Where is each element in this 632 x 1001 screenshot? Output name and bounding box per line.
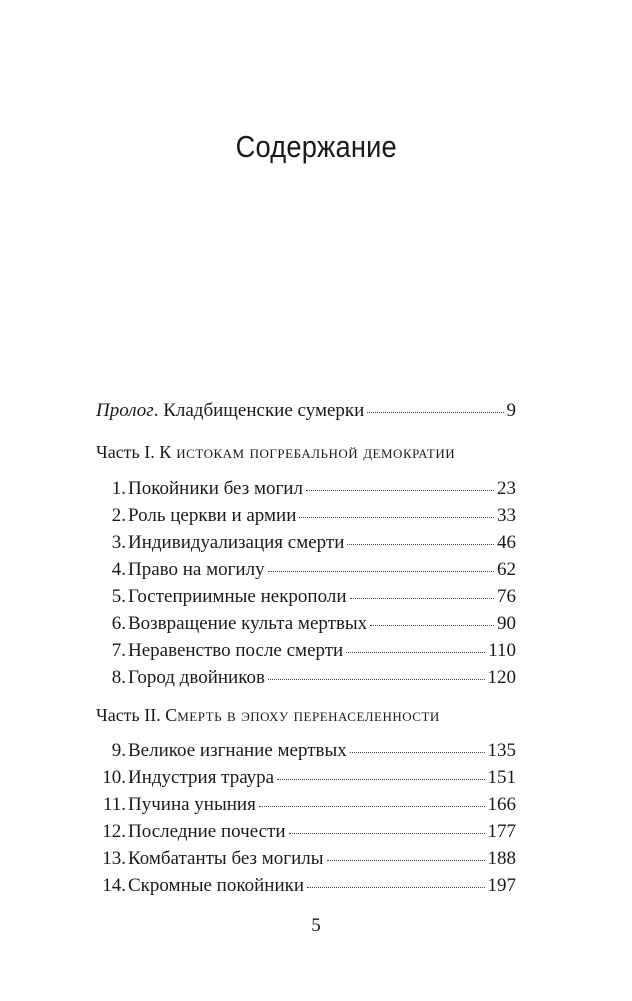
chapter-number: 9. xyxy=(111,740,126,761)
prologue-title: Кладбищенские сумерки xyxy=(163,400,365,421)
toc-entry-chapter[interactable] xyxy=(96,848,516,872)
dot-leader xyxy=(277,778,484,780)
toc-entry-chapter[interactable] xyxy=(96,640,516,664)
part-label: Часть II. С xyxy=(96,705,178,725)
chapter-number: 3. xyxy=(111,532,126,553)
chapter-title: Неравенство после смерти xyxy=(128,640,344,661)
toc-entry-prologue[interactable] xyxy=(96,400,516,424)
toc-page-number: 76 xyxy=(497,586,516,607)
dot-leader xyxy=(370,624,494,626)
dot-leader xyxy=(350,597,495,599)
toc-page-number: 46 xyxy=(497,532,516,553)
dot-leader xyxy=(306,489,494,491)
chapter-title: Последние почести xyxy=(128,821,286,842)
chapter-number: 7. xyxy=(111,640,126,661)
chapter-title: Город двойников xyxy=(128,667,265,688)
toc-entry-chapter[interactable] xyxy=(96,667,516,691)
chapter-title: Комбатанты без могилы xyxy=(128,848,324,869)
dot-leader xyxy=(268,570,494,572)
prologue-separator: . xyxy=(153,400,164,421)
toc-entry-chapter[interactable] xyxy=(96,586,516,610)
toc-page-number: 9 xyxy=(506,400,516,421)
toc-page-number: 197 xyxy=(487,875,516,896)
chapter-number: 13. xyxy=(102,848,126,869)
dot-leader xyxy=(259,805,485,807)
part-title: истокам погребальной демократии xyxy=(171,442,456,462)
toc-page-number: 188 xyxy=(487,848,516,869)
dot-leader xyxy=(346,651,485,653)
dot-leader xyxy=(299,516,494,518)
dot-leader xyxy=(307,886,484,888)
part-title: мерть в эпоху перенаселенности xyxy=(177,705,440,725)
dot-leader xyxy=(268,678,485,680)
toc-entry-title xyxy=(96,400,364,422)
toc-entry-chapter[interactable] xyxy=(96,505,516,529)
chapter-number: 5. xyxy=(111,586,126,607)
chapter-number: 2. xyxy=(111,505,126,526)
toc-page-number: 120 xyxy=(487,667,516,688)
dot-leader xyxy=(367,411,503,413)
chapter-title: Индивидуализация смерти xyxy=(128,532,345,553)
toc-entry-chapter[interactable] xyxy=(96,875,516,899)
chapter-number: 6. xyxy=(111,613,126,634)
chapter-number: 12. xyxy=(102,821,126,842)
toc-page-number: 90 xyxy=(497,613,516,634)
toc-entry-chapter[interactable] xyxy=(96,767,516,791)
part-heading-1 xyxy=(96,442,516,463)
chapter-title: Скромные покойники xyxy=(128,875,305,896)
dot-leader xyxy=(327,859,485,861)
chapter-number: 1. xyxy=(111,478,126,499)
dot-leader xyxy=(347,543,494,545)
toc-page-number: 166 xyxy=(487,794,516,815)
chapter-title: Гостеприимные некрополи xyxy=(128,586,347,607)
toc-page-number: 33 xyxy=(497,505,516,526)
chapter-number: 11. xyxy=(102,794,126,815)
chapter-title: Роль церкви и армии xyxy=(128,505,297,526)
toc-page-number: 135 xyxy=(487,740,516,761)
toc-entry-chapter[interactable] xyxy=(96,740,516,764)
chapter-number: 8. xyxy=(111,667,126,688)
toc-page-number: 23 xyxy=(497,478,516,499)
toc-entry-chapter[interactable] xyxy=(96,532,516,556)
chapter-number: 14. xyxy=(102,875,126,896)
toc-entry-chapter[interactable] xyxy=(96,559,516,583)
chapter-title: Покойники без могил xyxy=(128,478,303,499)
chapter-title: Право на могилу xyxy=(128,559,265,580)
chapter-title: Великое изгнание мертвых xyxy=(128,740,347,761)
toc-page-number: 177 xyxy=(487,821,516,842)
dot-leader xyxy=(350,751,485,753)
toc-entry-chapter[interactable] xyxy=(96,794,516,818)
dot-leader xyxy=(289,832,485,834)
chapter-number: 4. xyxy=(111,559,126,580)
chapter-title: Индустрия траура xyxy=(128,767,275,788)
toc-page-number: 151 xyxy=(487,767,516,788)
toc-page-number: 110 xyxy=(488,640,516,661)
page-number-footer: 5 xyxy=(311,915,321,936)
toc-entry-chapter[interactable] xyxy=(96,613,516,637)
part-label: Часть I. К xyxy=(96,442,172,462)
prologue-label: Пролог xyxy=(96,400,154,421)
part-heading-2 xyxy=(96,705,516,726)
chapter-number: 10. xyxy=(102,767,126,788)
toc-entry-chapter[interactable] xyxy=(96,821,516,845)
chapter-title: Возвращение культа мертвых xyxy=(128,613,368,634)
chapter-title: Пучина уныния xyxy=(128,794,256,815)
page-title: Содержание xyxy=(235,129,397,164)
toc-page-number: 62 xyxy=(497,559,516,580)
toc-entry-chapter[interactable] xyxy=(96,478,516,502)
